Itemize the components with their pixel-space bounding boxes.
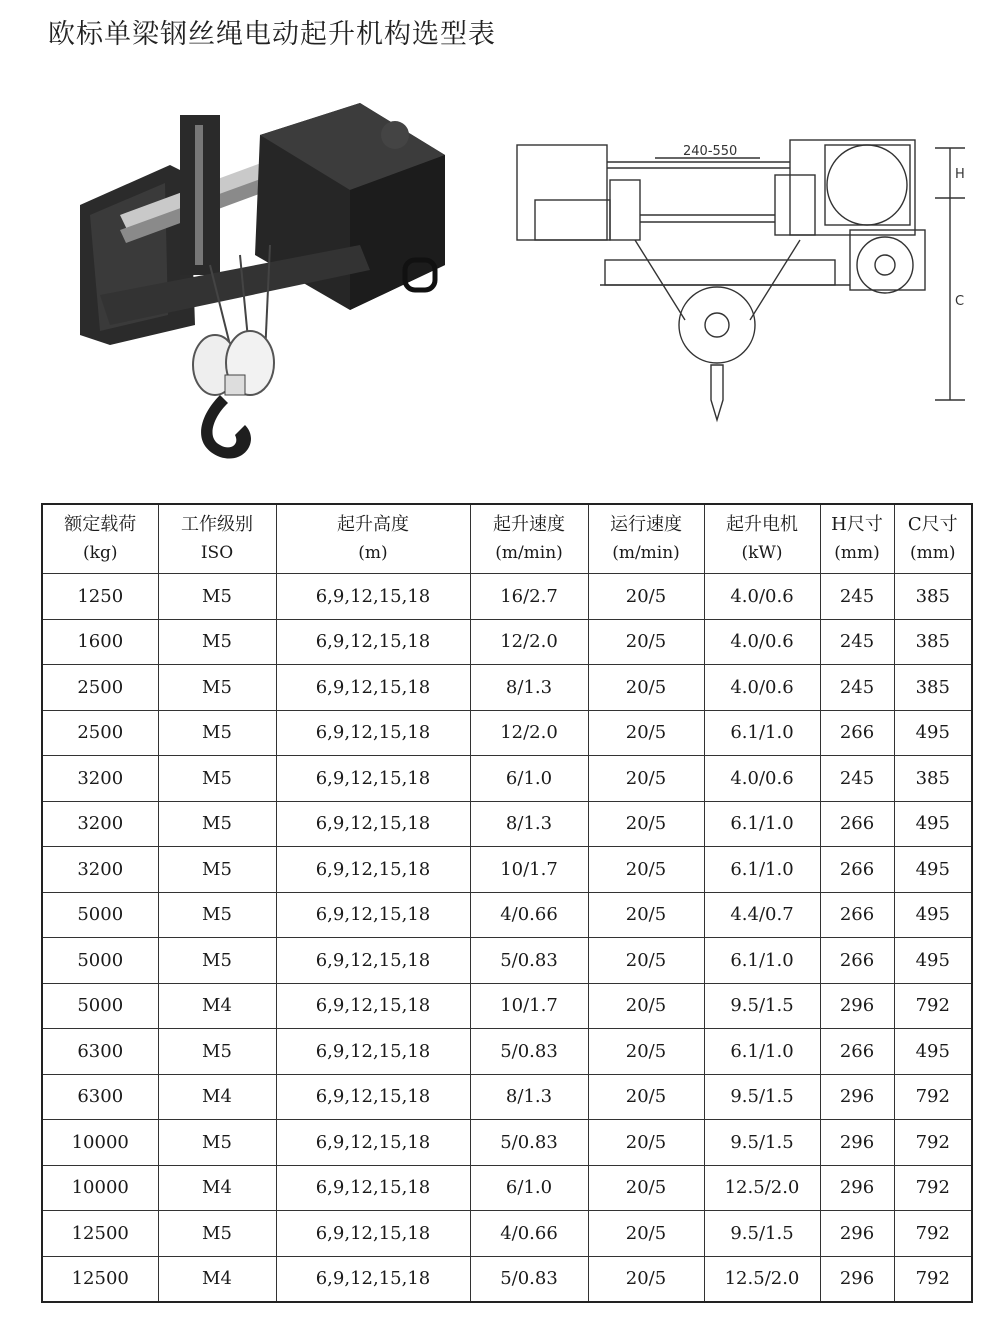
hoist-technical-drawing	[505, 120, 975, 430]
table-cell-c-size: 792	[894, 983, 972, 1029]
table-cell-lift-motor: 6.1/1.0	[704, 710, 820, 756]
table-cell-lift-speed: 5/0.83	[470, 1120, 588, 1166]
table-cell-lift-height: 6,9,12,15,18	[276, 938, 470, 984]
table-cell-lift-speed: 5/0.83	[470, 1256, 588, 1302]
table-cell-lift-motor: 12.5/2.0	[704, 1165, 820, 1211]
table-cell-lift-speed: 5/0.83	[470, 1029, 588, 1075]
table-cell-lift-height: 6,9,12,15,18	[276, 1211, 470, 1257]
column-header-label: 额定载荷	[64, 514, 137, 535]
table-cell-lift-motor: 6.1/1.0	[704, 938, 820, 984]
table-cell-lift-motor: 9.5/1.5	[704, 983, 820, 1029]
table-cell-travel-speed: 20/5	[588, 710, 704, 756]
table-cell-h-size: 296	[820, 1074, 894, 1120]
table-cell-lift-height: 6,9,12,15,18	[276, 619, 470, 665]
table-cell-work-class: M5	[158, 710, 276, 756]
table-cell-rated-load: 2500	[42, 710, 158, 756]
table-cell-travel-speed: 20/5	[588, 574, 704, 620]
column-header-lift-speed	[470, 504, 588, 574]
table-cell-lift-height: 6,9,12,15,18	[276, 1165, 470, 1211]
table-header-row	[42, 504, 972, 574]
table-cell-h-size: 296	[820, 1256, 894, 1302]
table-row	[42, 983, 972, 1029]
column-header-label: 起升电机	[726, 514, 798, 535]
table-cell-travel-speed: 20/5	[588, 756, 704, 802]
table-cell-lift-speed: 6/1.0	[470, 756, 588, 802]
table-cell-c-size: 495	[894, 892, 972, 938]
table-cell-rated-load: 2500	[42, 665, 158, 711]
table-row	[42, 1211, 972, 1257]
table-cell-lift-motor: 6.1/1.0	[704, 847, 820, 893]
table-cell-travel-speed: 20/5	[588, 1029, 704, 1075]
table-row	[42, 847, 972, 893]
table-cell-lift-speed: 4/0.66	[470, 892, 588, 938]
table-cell-work-class: M4	[158, 1256, 276, 1302]
table-cell-travel-speed: 20/5	[588, 665, 704, 711]
dimension-c-label: C	[955, 294, 965, 309]
table-cell-rated-load: 6300	[42, 1074, 158, 1120]
column-header-label: 运行速度	[610, 514, 682, 535]
table-row	[42, 1256, 972, 1302]
table-cell-rated-load: 1250	[42, 574, 158, 620]
dimension-width-label: 240-550	[683, 144, 738, 159]
table-cell-lift-speed: 10/1.7	[470, 847, 588, 893]
table-cell-c-size: 792	[894, 1165, 972, 1211]
table-cell-rated-load: 12500	[42, 1256, 158, 1302]
table-cell-c-size: 385	[894, 619, 972, 665]
dimension-h-label: H	[955, 167, 965, 182]
table-cell-lift-height: 6,9,12,15,18	[276, 1074, 470, 1120]
table-cell-lift-height: 6,9,12,15,18	[276, 1256, 470, 1302]
table-cell-lift-motor: 6.1/1.0	[704, 1029, 820, 1075]
table-cell-travel-speed: 20/5	[588, 983, 704, 1029]
column-header-label: H尺寸	[831, 514, 883, 535]
table-cell-h-size: 266	[820, 1029, 894, 1075]
table-cell-travel-speed: 20/5	[588, 892, 704, 938]
table-cell-c-size: 792	[894, 1120, 972, 1166]
table-cell-h-size: 296	[820, 1211, 894, 1257]
table-cell-lift-motor: 4.0/0.6	[704, 574, 820, 620]
table-cell-lift-height: 6,9,12,15,18	[276, 756, 470, 802]
table-cell-rated-load: 3200	[42, 756, 158, 802]
table-cell-rated-load: 5000	[42, 983, 158, 1029]
table-cell-rated-load: 1600	[42, 619, 158, 665]
table-cell-h-size: 266	[820, 847, 894, 893]
table-cell-work-class: M4	[158, 983, 276, 1029]
table-cell-lift-height: 6,9,12,15,18	[276, 1120, 470, 1166]
table-cell-lift-motor: 9.5/1.5	[704, 1211, 820, 1257]
table-cell-c-size: 385	[894, 756, 972, 802]
table-row	[42, 892, 972, 938]
table-cell-travel-speed: 20/5	[588, 619, 704, 665]
table-cell-lift-speed: 16/2.7	[470, 574, 588, 620]
table-row	[42, 1029, 972, 1075]
table-cell-rated-load: 12500	[42, 1211, 158, 1257]
table-cell-lift-motor: 4.0/0.6	[704, 619, 820, 665]
table-row	[42, 619, 972, 665]
column-header-unit: (kW)	[741, 543, 783, 563]
table-cell-c-size: 792	[894, 1074, 972, 1120]
table-cell-lift-motor: 4.0/0.6	[704, 756, 820, 802]
table-row	[42, 938, 972, 984]
table-cell-lift-height: 6,9,12,15,18	[276, 847, 470, 893]
table-cell-c-size: 792	[894, 1256, 972, 1302]
table-row	[42, 665, 972, 711]
table-cell-lift-speed: 8/1.3	[470, 801, 588, 847]
column-header-travel-speed	[588, 504, 704, 574]
column-header-lift-motor	[704, 504, 820, 574]
table-row	[42, 1074, 972, 1120]
table-cell-travel-speed: 20/5	[588, 1211, 704, 1257]
table-cell-lift-speed: 8/1.3	[470, 1074, 588, 1120]
table-cell-lift-motor: 4.0/0.6	[704, 665, 820, 711]
table-cell-rated-load: 5000	[42, 938, 158, 984]
column-header-unit: (mm)	[909, 543, 956, 563]
table-cell-work-class: M5	[158, 665, 276, 711]
column-header-lift-height	[276, 504, 470, 574]
table-cell-rated-load: 5000	[42, 892, 158, 938]
table-cell-rated-load: 3200	[42, 847, 158, 893]
table-cell-travel-speed: 20/5	[588, 847, 704, 893]
table-cell-lift-height: 6,9,12,15,18	[276, 710, 470, 756]
column-header-label: 工作级别	[181, 514, 253, 535]
table-row	[42, 1120, 972, 1166]
column-header-unit: (mm)	[834, 543, 880, 563]
table-body	[42, 574, 972, 1303]
table-cell-travel-speed: 20/5	[588, 1165, 704, 1211]
table-cell-lift-height: 6,9,12,15,18	[276, 574, 470, 620]
column-header-work-class	[158, 504, 276, 574]
table-cell-lift-speed: 12/2.0	[470, 710, 588, 756]
table-cell-h-size: 296	[820, 1120, 894, 1166]
table-cell-travel-speed: 20/5	[588, 1256, 704, 1302]
table-cell-c-size: 495	[894, 1029, 972, 1075]
table-cell-c-size: 495	[894, 847, 972, 893]
table-cell-work-class: M5	[158, 801, 276, 847]
table-cell-travel-speed: 20/5	[588, 938, 704, 984]
table-cell-lift-height: 6,9,12,15,18	[276, 1029, 470, 1075]
column-header-c-size	[894, 504, 972, 574]
table-cell-c-size: 495	[894, 710, 972, 756]
table-cell-h-size: 245	[820, 665, 894, 711]
table-cell-lift-motor: 4.4/0.7	[704, 892, 820, 938]
table-cell-h-size: 296	[820, 1165, 894, 1211]
table-cell-lift-motor: 9.5/1.5	[704, 1120, 820, 1166]
table-cell-c-size: 495	[894, 938, 972, 984]
table-cell-lift-height: 6,9,12,15,18	[276, 665, 470, 711]
table-cell-travel-speed: 20/5	[588, 1120, 704, 1166]
page-title: 欧标单梁钢丝绳电动起升机构选型表	[48, 19, 496, 50]
table-cell-h-size: 296	[820, 983, 894, 1029]
table-cell-work-class: M5	[158, 1120, 276, 1166]
table-cell-work-class: M4	[158, 1074, 276, 1120]
column-header-unit: ISO	[200, 543, 234, 563]
table-cell-work-class: M5	[158, 847, 276, 893]
table-cell-lift-speed: 10/1.7	[470, 983, 588, 1029]
table-row	[42, 801, 972, 847]
table-row	[42, 574, 972, 620]
table-cell-lift-height: 6,9,12,15,18	[276, 801, 470, 847]
table-cell-h-size: 245	[820, 574, 894, 620]
hoist-photo	[60, 95, 480, 475]
table-cell-c-size: 792	[894, 1211, 972, 1257]
column-header-h-size	[820, 504, 894, 574]
table-cell-work-class: M5	[158, 619, 276, 665]
table-cell-lift-speed: 6/1.0	[470, 1165, 588, 1211]
selection-table	[41, 503, 971, 1303]
table-cell-travel-speed: 20/5	[588, 1074, 704, 1120]
table-cell-h-size: 266	[820, 938, 894, 984]
table-cell-work-class: M5	[158, 892, 276, 938]
table-cell-c-size: 495	[894, 801, 972, 847]
table-cell-work-class: M5	[158, 938, 276, 984]
table-cell-h-size: 245	[820, 756, 894, 802]
table-row	[42, 1165, 972, 1211]
table-cell-work-class: M5	[158, 1211, 276, 1257]
table-cell-rated-load: 10000	[42, 1120, 158, 1166]
table-cell-work-class: M5	[158, 1029, 276, 1075]
table-cell-work-class: M4	[158, 1165, 276, 1211]
column-header-unit: (kg)	[83, 543, 118, 563]
column-header-label: C尺寸	[907, 514, 958, 535]
table-cell-rated-load: 6300	[42, 1029, 158, 1075]
table-cell-lift-motor: 6.1/1.0	[704, 801, 820, 847]
table-cell-rated-load: 10000	[42, 1165, 158, 1211]
table-cell-travel-speed: 20/5	[588, 801, 704, 847]
table-row	[42, 710, 972, 756]
table-row	[42, 756, 972, 802]
column-header-unit: (m/min)	[612, 543, 680, 563]
column-header-unit: (m/min)	[495, 543, 563, 563]
table-cell-h-size: 245	[820, 619, 894, 665]
column-header-unit: (m)	[358, 543, 388, 563]
column-header-label: 起升速度	[493, 514, 565, 535]
table-cell-lift-speed: 5/0.83	[470, 938, 588, 984]
table-cell-lift-height: 6,9,12,15,18	[276, 983, 470, 1029]
table-cell-rated-load: 3200	[42, 801, 158, 847]
table-cell-lift-motor: 9.5/1.5	[704, 1074, 820, 1120]
table-cell-work-class: M5	[158, 756, 276, 802]
table-cell-c-size: 385	[894, 574, 972, 620]
table-cell-lift-speed: 4/0.66	[470, 1211, 588, 1257]
column-header-rated-load	[42, 504, 158, 574]
table-cell-lift-speed: 8/1.3	[470, 665, 588, 711]
table-cell-lift-motor: 12.5/2.0	[704, 1256, 820, 1302]
column-header-label: 起升高度	[337, 514, 409, 535]
table-cell-lift-height: 6,9,12,15,18	[276, 892, 470, 938]
table-cell-h-size: 266	[820, 710, 894, 756]
table-cell-c-size: 385	[894, 665, 972, 711]
table-cell-h-size: 266	[820, 801, 894, 847]
table-cell-lift-speed: 12/2.0	[470, 619, 588, 665]
table-cell-h-size: 266	[820, 892, 894, 938]
table-cell-work-class: M5	[158, 574, 276, 620]
